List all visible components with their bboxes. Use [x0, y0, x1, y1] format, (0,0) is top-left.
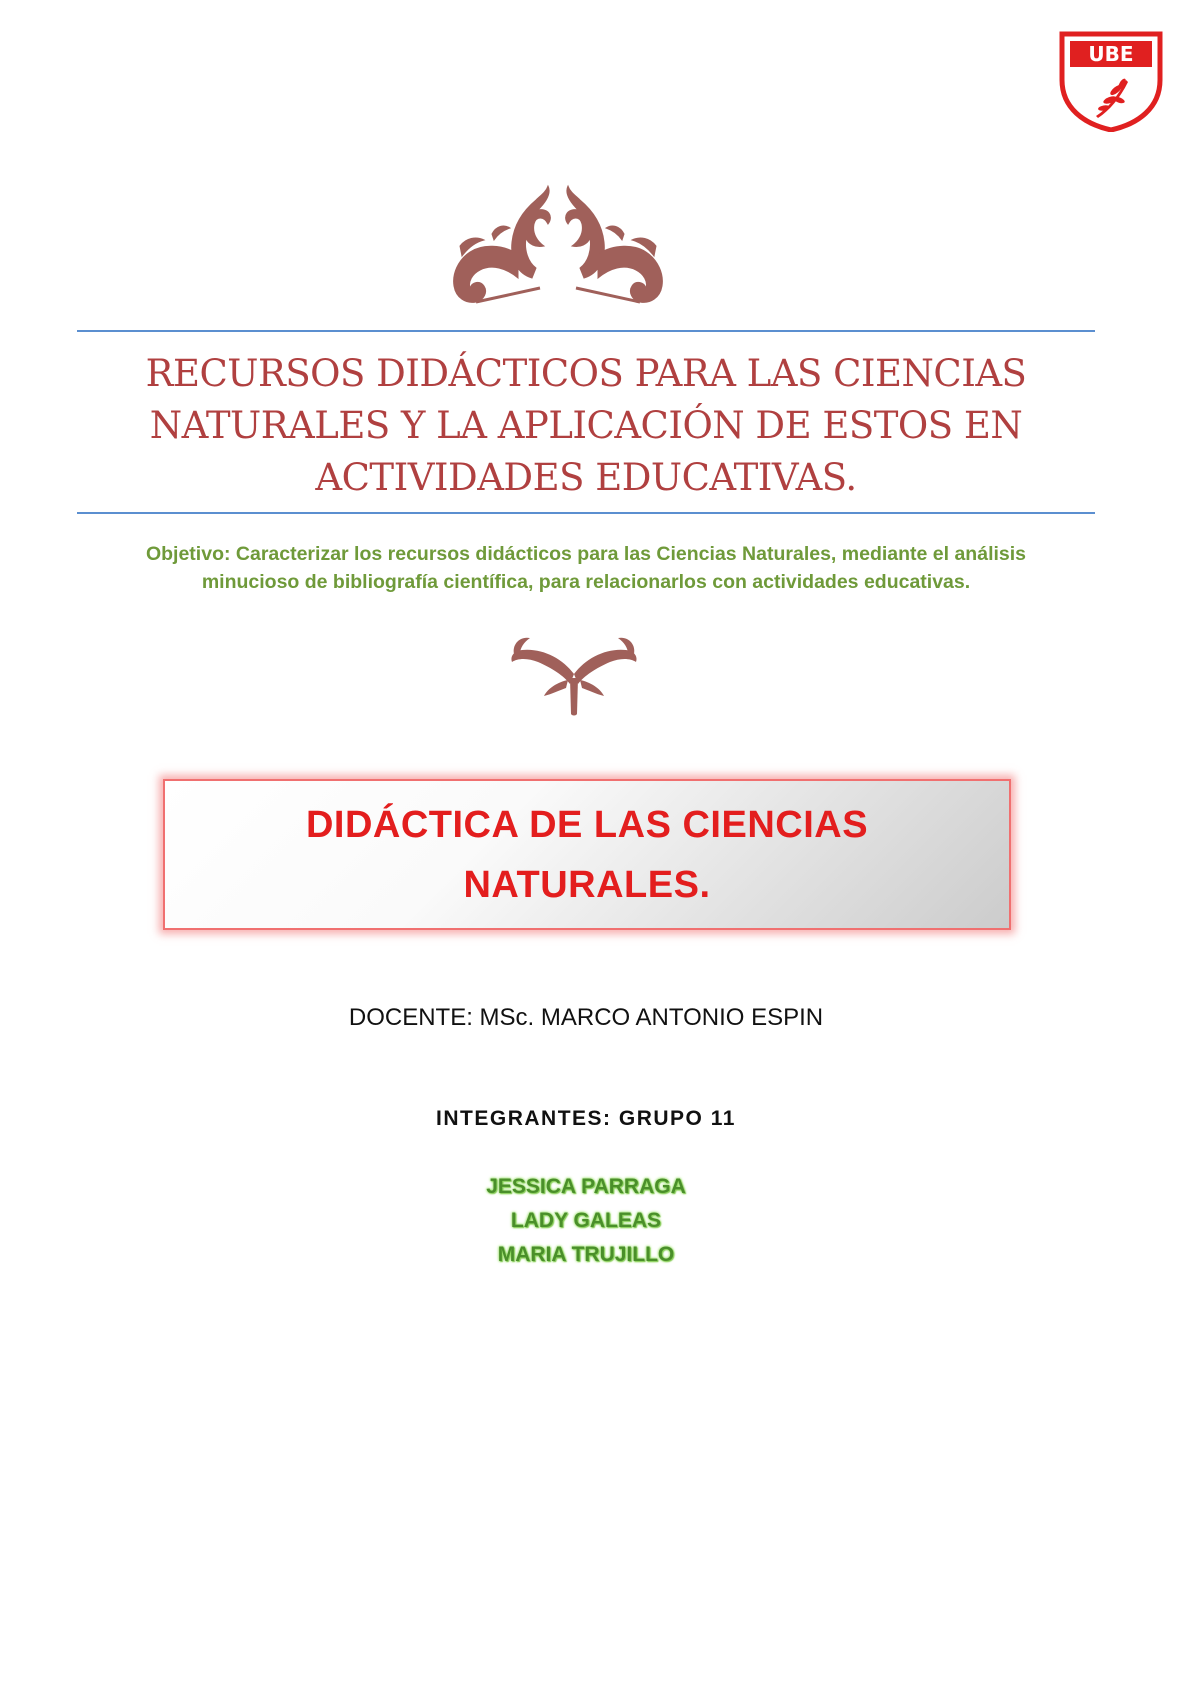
teacher-line: DOCENTE: MSc. MARCO ANTONIO ESPIN [348, 1004, 824, 1031]
title-top-rule [77, 330, 1095, 332]
document-title [77, 348, 1095, 504]
subject-line: NATURALES. [463, 863, 711, 906]
member-name: MARIA TRUJILLO [497, 1243, 675, 1266]
member-list [77, 1170, 1095, 1272]
title-line: ACTIVIDADES EDUCATIVAS. [315, 456, 857, 499]
objective-line: Objetivo: Caracterizar los recursos didácticos para las Ciencias Naturales, mediante el análisis [145, 543, 1027, 565]
subject-title [306, 795, 868, 915]
logo-text: UBE [1088, 42, 1134, 66]
title-line: NATURALES Y LA APLICACIÓN DE ESTOS EN [149, 404, 1023, 447]
title-line: RECURSOS DIDÁCTICOS PARA LAS CIENCIAS [145, 352, 1027, 395]
objective-line: minucioso de bibliografía científica, para relacionarlos con actividades educativas. [201, 571, 971, 593]
ornament-right-half [566, 186, 663, 302]
floral-scroll-ornament-icon [440, 182, 676, 310]
member-name: LADY GALEAS [510, 1209, 662, 1232]
ornament-left-half [454, 186, 551, 302]
group-heading: INTEGRANTES: GRUPO 11 [436, 1107, 736, 1130]
subject-line: DIDÁCTICA DE LAS CIENCIAS [305, 803, 869, 846]
title-bottom-rule [77, 512, 1095, 514]
objective-text [77, 540, 1095, 596]
member-name: JESSICA PARRAGA [486, 1175, 686, 1198]
subject-title-box [163, 779, 1011, 930]
fleuron-ornament-icon [508, 628, 640, 718]
ube-shield-logo-icon [1056, 28, 1166, 132]
